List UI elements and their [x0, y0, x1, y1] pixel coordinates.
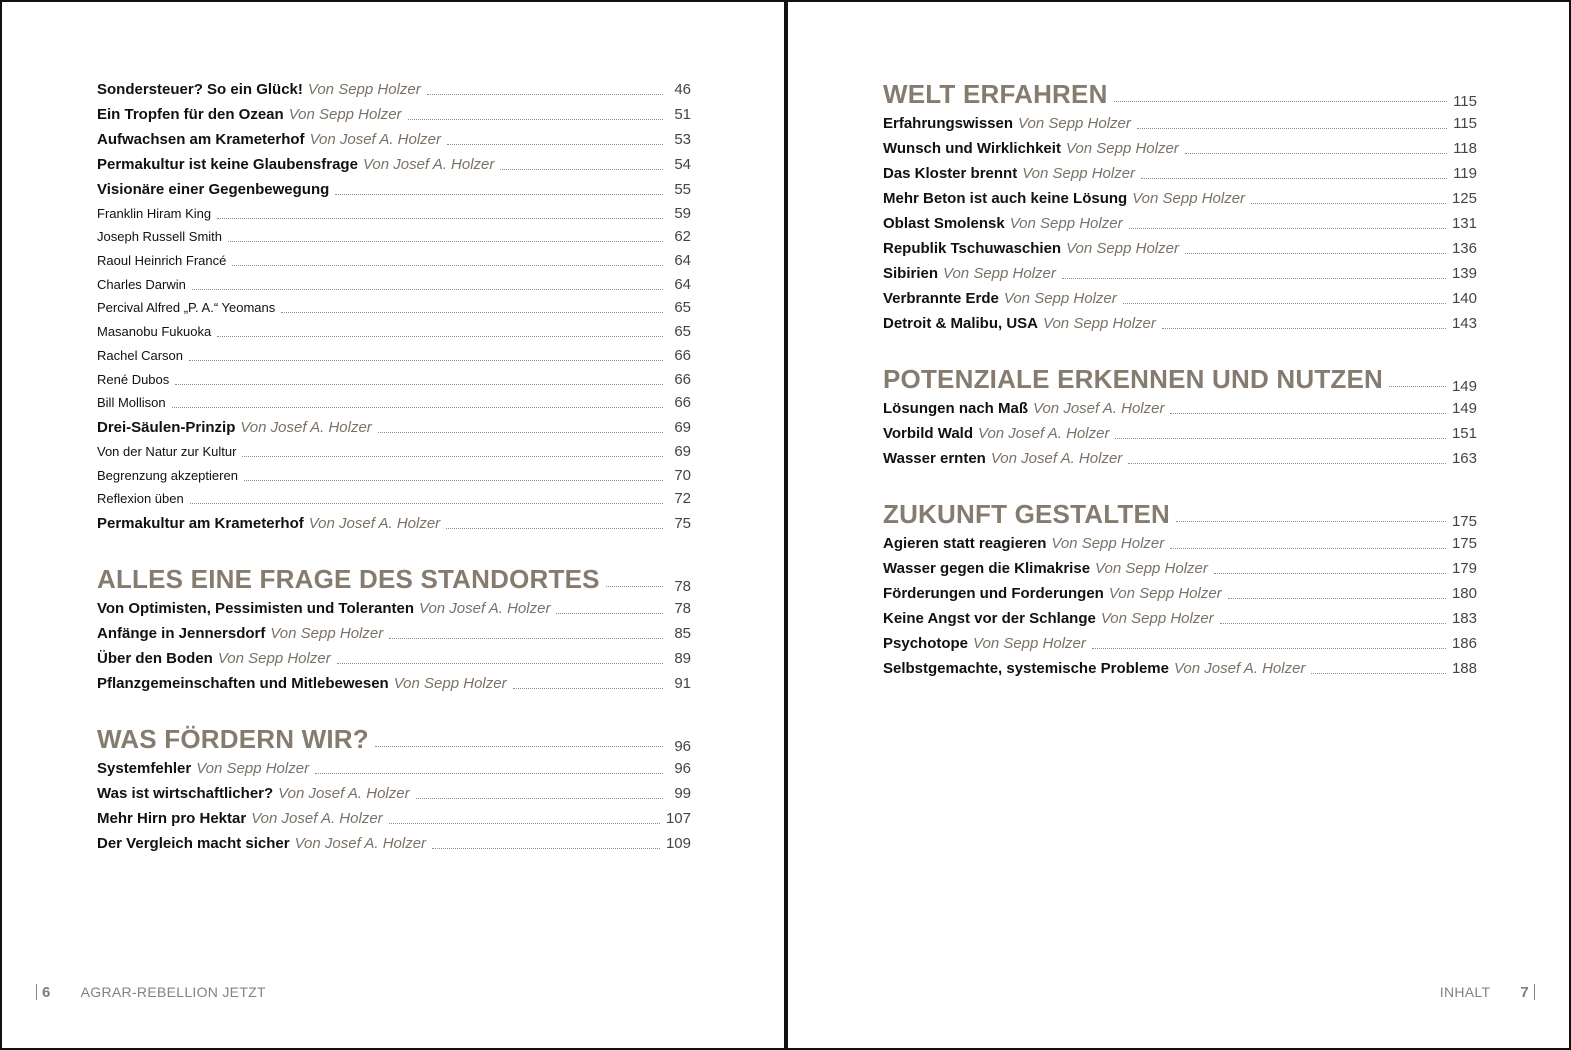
section-heading: ZUKUNFT GESTALTEN	[883, 499, 1170, 529]
dot-leader	[1176, 521, 1446, 522]
entry-title: Ein Tropfen für den Ozean	[97, 106, 284, 123]
entry-title: Joseph Russell Smith	[97, 229, 222, 245]
toc-entry[interactable]	[97, 174, 691, 199]
entry-page-number: 119	[1453, 165, 1477, 182]
entry-title: Charles Darwin	[97, 276, 186, 292]
toc-entry[interactable]	[883, 653, 1477, 678]
dot-leader	[1389, 386, 1446, 387]
dot-leader	[1170, 548, 1446, 549]
entry-title: Von Optimisten, Pessimisten und Toleranten	[97, 600, 414, 618]
toc-entry[interactable]	[883, 578, 1477, 603]
footer-bar	[36, 984, 37, 1000]
entry-title: Mehr Beton ist auch keine Lösung	[883, 190, 1128, 207]
toc-entry[interactable]	[97, 508, 691, 533]
entry-title: Agieren statt reagieren	[883, 535, 1047, 552]
toc-entry[interactable]	[97, 643, 691, 668]
section-heading: ALLES EINE FRAGE DES STANDORTES	[97, 564, 600, 595]
left-footer	[36, 984, 266, 1001]
section-page-number: 149	[1451, 378, 1477, 395]
entry-page-number: 85	[674, 625, 691, 643]
entry-page-number: 65	[674, 299, 691, 317]
dot-leader	[1114, 101, 1448, 102]
entry-page-number: 46	[674, 81, 691, 98]
entry-author: Von Josef A. Holzer	[1173, 660, 1306, 677]
dot-leader	[1141, 178, 1447, 179]
dot-leader	[175, 384, 663, 385]
entry-page-number: 89	[674, 650, 691, 668]
left-page-number: 6	[42, 984, 51, 1001]
dot-leader	[337, 663, 663, 664]
entry-page-number: 149	[1451, 400, 1477, 417]
entry-author: Von Sepp Holzer	[1009, 215, 1123, 232]
entry-page-number: 96	[674, 760, 691, 778]
entry-title: Von der Natur zur Kultur	[97, 443, 237, 459]
right-page	[788, 2, 1571, 1048]
toc-entry[interactable]	[97, 778, 691, 803]
toc-subentry[interactable]	[97, 389, 691, 413]
entry-title: Masanobu Fukuoka	[97, 324, 212, 340]
toc-entry[interactable]	[97, 412, 691, 437]
toc-entry[interactable]	[97, 124, 691, 149]
entry-author: Von Sepp Holzer	[1100, 610, 1214, 627]
entry-author: Von Sepp Holzer	[1043, 315, 1156, 332]
entry-page-number: 188	[1451, 660, 1477, 677]
dot-leader	[1137, 128, 1447, 129]
section-heading: POTENZIALE ERKENNEN UND NUTZEN	[883, 364, 1384, 394]
dot-leader	[408, 119, 663, 120]
toc-subentry[interactable]	[97, 485, 691, 509]
entry-page-number: 78	[674, 600, 691, 618]
entry-title: Wasser gegen die Klimakrise	[883, 560, 1091, 577]
entry-author: Von Sepp Holzer	[307, 81, 421, 98]
toc-entry[interactable]	[883, 308, 1477, 333]
entry-author: Von Sepp Holzer	[217, 650, 331, 668]
entry-title: Aufwachsen am Krameterhof	[97, 131, 305, 148]
dot-leader	[232, 265, 663, 266]
entry-title: Raoul Heinrich Francé	[97, 253, 227, 269]
dot-leader	[1228, 598, 1446, 599]
toc-entry[interactable]	[883, 258, 1477, 283]
entry-page-number: 75	[674, 515, 691, 533]
toc-entry[interactable]	[97, 828, 691, 853]
dot-leader	[500, 169, 663, 170]
dot-leader	[513, 688, 663, 689]
dot-leader	[217, 218, 663, 219]
entry-author: Von Josef A. Holzer	[251, 810, 383, 828]
dot-leader	[447, 144, 663, 145]
entry-author: Von Sepp Holzer	[288, 106, 402, 123]
entry-page-number: 64	[674, 275, 691, 293]
dot-leader	[172, 407, 663, 408]
entry-author: Von Sepp Holzer	[196, 760, 310, 778]
dot-leader	[378, 432, 663, 433]
toc-entry[interactable]	[97, 803, 691, 828]
entry-author: Von Josef A. Holzer	[990, 450, 1123, 467]
entry-title: René Dubos	[97, 371, 170, 387]
toc-entry[interactable]	[883, 183, 1477, 208]
toc-entry[interactable]	[883, 418, 1477, 443]
toc-entry[interactable]	[883, 528, 1477, 553]
dot-leader	[281, 312, 663, 313]
dot-leader	[192, 289, 663, 290]
entry-page-number: 66	[674, 346, 691, 364]
entry-page-number: 64	[674, 252, 691, 270]
entry-title: Reflexion üben	[97, 491, 184, 507]
entry-page-number: 55	[674, 181, 691, 198]
entry-author: Von Josef A. Holzer	[308, 515, 441, 533]
entry-page-number: 65	[674, 323, 691, 341]
toc-subentry[interactable]	[97, 461, 691, 485]
entry-title: Vorbild Wald	[883, 425, 973, 442]
entry-page-number: 69	[674, 419, 691, 437]
entry-title: Der Vergleich macht sicher	[97, 835, 290, 853]
entry-author: Von Sepp Holzer	[1018, 115, 1131, 132]
entry-page-number: 186	[1451, 635, 1477, 652]
entry-page-number: 131	[1451, 215, 1477, 232]
dot-leader	[1129, 228, 1446, 229]
entry-author: Von Josef A. Holzer	[362, 156, 495, 173]
section-label: INHALT	[1439, 984, 1491, 1000]
toc-entry[interactable]	[883, 553, 1477, 578]
toc-entry[interactable]	[97, 99, 691, 124]
entry-title: Republik Tschuwaschien	[883, 240, 1062, 257]
entry-page-number: 66	[674, 394, 691, 412]
left-toc	[97, 74, 691, 853]
entry-page-number: 91	[674, 675, 691, 693]
entry-page-number: 66	[674, 370, 691, 388]
section-heading-row[interactable]	[883, 359, 1477, 393]
entry-title: Wasser ernten	[883, 450, 986, 467]
dot-leader	[190, 503, 663, 504]
entry-page-number: 107	[665, 810, 691, 828]
entry-page-number: 140	[1451, 290, 1477, 307]
section-page-number: 175	[1451, 513, 1477, 530]
dot-leader	[1311, 673, 1446, 674]
dot-leader	[1220, 623, 1446, 624]
entry-title: Sondersteuer? So ein Glück!	[97, 81, 303, 98]
entry-title: Visionäre einer Gegenbewegung	[97, 181, 330, 198]
entry-author: Von Josef A. Holzer	[1033, 400, 1165, 417]
entry-page-number: 179	[1451, 560, 1477, 577]
toc-entry[interactable]	[97, 668, 691, 693]
toc-entry[interactable]	[883, 393, 1477, 418]
entry-title: Wunsch und Wirklichkeit	[883, 140, 1061, 157]
entry-title: Erfahrungswissen	[883, 115, 1014, 132]
entry-page-number: 109	[665, 835, 691, 853]
section-page-number: 115	[1453, 93, 1477, 110]
toc-subentry[interactable]	[97, 437, 691, 461]
entry-author: Von Josef A. Holzer	[240, 419, 372, 437]
entry-author: Von Josef A. Holzer	[309, 131, 442, 148]
section-heading-row[interactable]	[97, 559, 691, 596]
footer-bar	[1534, 984, 1535, 1000]
entry-author: Von Josef A. Holzer	[419, 600, 551, 618]
dot-leader	[217, 336, 663, 337]
dot-leader	[189, 360, 663, 361]
dot-leader	[432, 848, 660, 849]
dot-leader	[1170, 413, 1446, 414]
entry-page-number: 139	[1451, 265, 1477, 282]
entry-title: Detroit & Malibu, USA	[883, 315, 1039, 332]
entry-author: Von Sepp Holzer	[1065, 140, 1179, 157]
entry-page-number: 143	[1451, 315, 1477, 332]
entry-title: Anfänge in Jennersdorf	[97, 625, 266, 643]
dot-leader	[242, 456, 663, 457]
toc-subentry[interactable]	[97, 341, 691, 365]
section-heading-row[interactable]	[883, 494, 1477, 528]
toc-entry[interactable]	[97, 593, 691, 618]
toc-entry[interactable]	[883, 208, 1477, 233]
entry-title: Mehr Hirn pro Hektar	[97, 810, 247, 828]
dot-leader	[1251, 203, 1446, 204]
entry-author: Von Sepp Holzer	[270, 625, 384, 643]
toc-subentry[interactable]	[97, 199, 691, 223]
dot-leader	[335, 194, 663, 195]
toc-subentry[interactable]	[97, 365, 691, 389]
entry-title: Bill Mollison	[97, 395, 166, 411]
dot-leader	[446, 528, 663, 529]
toc-entry[interactable]	[883, 603, 1477, 628]
dot-leader	[1185, 253, 1446, 254]
entry-title: Über den Boden	[97, 650, 213, 668]
entry-author: Von Sepp Holzer	[943, 265, 1056, 282]
entry-author: Von Sepp Holzer	[1003, 290, 1117, 307]
dot-leader	[389, 823, 660, 824]
book-title: AGRAR-REBELLION JETZT	[80, 984, 266, 1000]
toc-subentry[interactable]	[97, 294, 691, 318]
entry-author: Von Sepp Holzer	[973, 635, 1086, 652]
toc-entry[interactable]	[883, 158, 1477, 183]
entry-title: Verbrannte Erde	[883, 290, 999, 307]
section-heading: WAS FÖRDERN WIR?	[97, 724, 369, 755]
entry-title: Psychotope	[883, 635, 969, 652]
entry-page-number: 175	[1451, 535, 1477, 552]
dot-leader	[1062, 278, 1446, 279]
entry-title: Sibirien	[883, 265, 939, 282]
toc-entry[interactable]	[883, 108, 1477, 133]
left-page	[2, 2, 784, 1048]
dot-leader	[606, 586, 663, 587]
dot-leader	[416, 798, 663, 799]
toc-entry[interactable]	[883, 443, 1477, 468]
entry-title: Förderungen und Forderungen	[883, 585, 1104, 602]
dot-leader	[1185, 153, 1447, 154]
entry-page-number: 62	[674, 228, 691, 246]
entry-author: Von Sepp Holzer	[1095, 560, 1208, 577]
entry-page-number: 51	[674, 106, 691, 123]
entry-page-number: 136	[1451, 240, 1477, 257]
entry-title: Begrenzung akzeptieren	[97, 467, 238, 483]
entry-page-number: 163	[1451, 450, 1477, 467]
entry-author: Von Josef A. Holzer	[294, 835, 427, 853]
entry-author: Von Josef A. Holzer	[978, 425, 1110, 442]
toc-entry[interactable]	[97, 149, 691, 174]
entry-title: Lösungen nach Maß	[883, 400, 1029, 417]
entry-author: Von Sepp Holzer	[1051, 535, 1165, 552]
toc-subentry[interactable]	[97, 246, 691, 270]
entry-author: Von Sepp Holzer	[1108, 585, 1222, 602]
right-footer	[1440, 984, 1535, 1001]
section-page-number: 96	[674, 738, 691, 756]
entry-title: Das Kloster brennt	[883, 165, 1018, 182]
dot-leader	[315, 773, 663, 774]
entry-page-number: 54	[674, 156, 691, 173]
right-toc	[883, 74, 1477, 678]
entry-title: Keine Angst vor der Schlange	[883, 610, 1096, 627]
toc-subentry[interactable]	[97, 270, 691, 294]
dot-leader	[1123, 303, 1446, 304]
entry-title: Permakultur ist keine Glaubensfrage	[97, 156, 358, 173]
entry-page-number: 72	[674, 490, 691, 508]
entry-page-number: 115	[1453, 115, 1477, 132]
dot-leader	[244, 480, 663, 481]
entry-page-number: 183	[1451, 610, 1477, 627]
toc-entry[interactable]	[883, 133, 1477, 158]
entry-page-number: 69	[674, 442, 691, 460]
entry-page-number: 180	[1451, 585, 1477, 602]
toc-entry[interactable]	[97, 753, 691, 778]
entry-title: Percival Alfred „P. A.“ Yeomans	[97, 300, 276, 316]
dot-leader	[556, 613, 663, 614]
section-page-number: 78	[674, 578, 691, 596]
entry-title: Systemfehler	[97, 760, 192, 778]
entry-title: Drei-Säulen-Prinzip	[97, 419, 236, 437]
entry-title: Permakultur am Krameterhof	[97, 515, 304, 533]
dot-leader	[228, 241, 663, 242]
toc-subentry[interactable]	[97, 223, 691, 247]
dot-leader	[1128, 463, 1446, 464]
entry-page-number: 118	[1453, 140, 1477, 157]
section-heading: WELT ERFAHREN	[883, 79, 1108, 109]
entry-page-number: 151	[1451, 425, 1477, 442]
entry-author: Von Sepp Holzer	[1132, 190, 1246, 207]
dot-leader	[1092, 648, 1446, 649]
dot-leader	[1115, 438, 1446, 439]
entry-title: Pflanzgemeinschaften und Mitlebewesen	[97, 675, 389, 693]
entry-title: Was ist wirtschaftlicher?	[97, 785, 274, 803]
toc-entry[interactable]	[883, 283, 1477, 308]
dot-leader	[1162, 328, 1446, 329]
right-page-number: 7	[1520, 984, 1529, 1001]
entry-page-number: 99	[674, 785, 691, 803]
dot-leader	[389, 638, 663, 639]
dot-leader	[375, 746, 663, 747]
dot-leader	[1214, 573, 1446, 574]
dot-leader	[427, 94, 663, 95]
section-heading-row[interactable]	[883, 74, 1477, 108]
entry-page-number: 59	[674, 204, 691, 222]
entry-author: Von Sepp Holzer	[1066, 240, 1179, 257]
entry-title: Selbstgemachte, systemische Probleme	[883, 660, 1169, 677]
entry-title: Franklin Hiram King	[97, 205, 212, 221]
toc-entry[interactable]	[883, 628, 1477, 653]
entry-author: Von Josef A. Holzer	[278, 785, 410, 803]
entry-title: Oblast Smolensk	[883, 215, 1005, 232]
toc-entry[interactable]	[97, 618, 691, 643]
toc-entry[interactable]	[97, 74, 691, 99]
toc-subentry[interactable]	[97, 317, 691, 341]
entry-author: Von Sepp Holzer	[393, 675, 507, 693]
entry-page-number: 125	[1451, 190, 1477, 207]
section-heading-row[interactable]	[97, 719, 691, 756]
entry-page-number: 70	[674, 466, 691, 484]
toc-entry[interactable]	[883, 233, 1477, 258]
entry-title: Rachel Carson	[97, 347, 183, 363]
entry-page-number: 53	[674, 131, 691, 148]
entry-author: Von Sepp Holzer	[1022, 165, 1136, 182]
